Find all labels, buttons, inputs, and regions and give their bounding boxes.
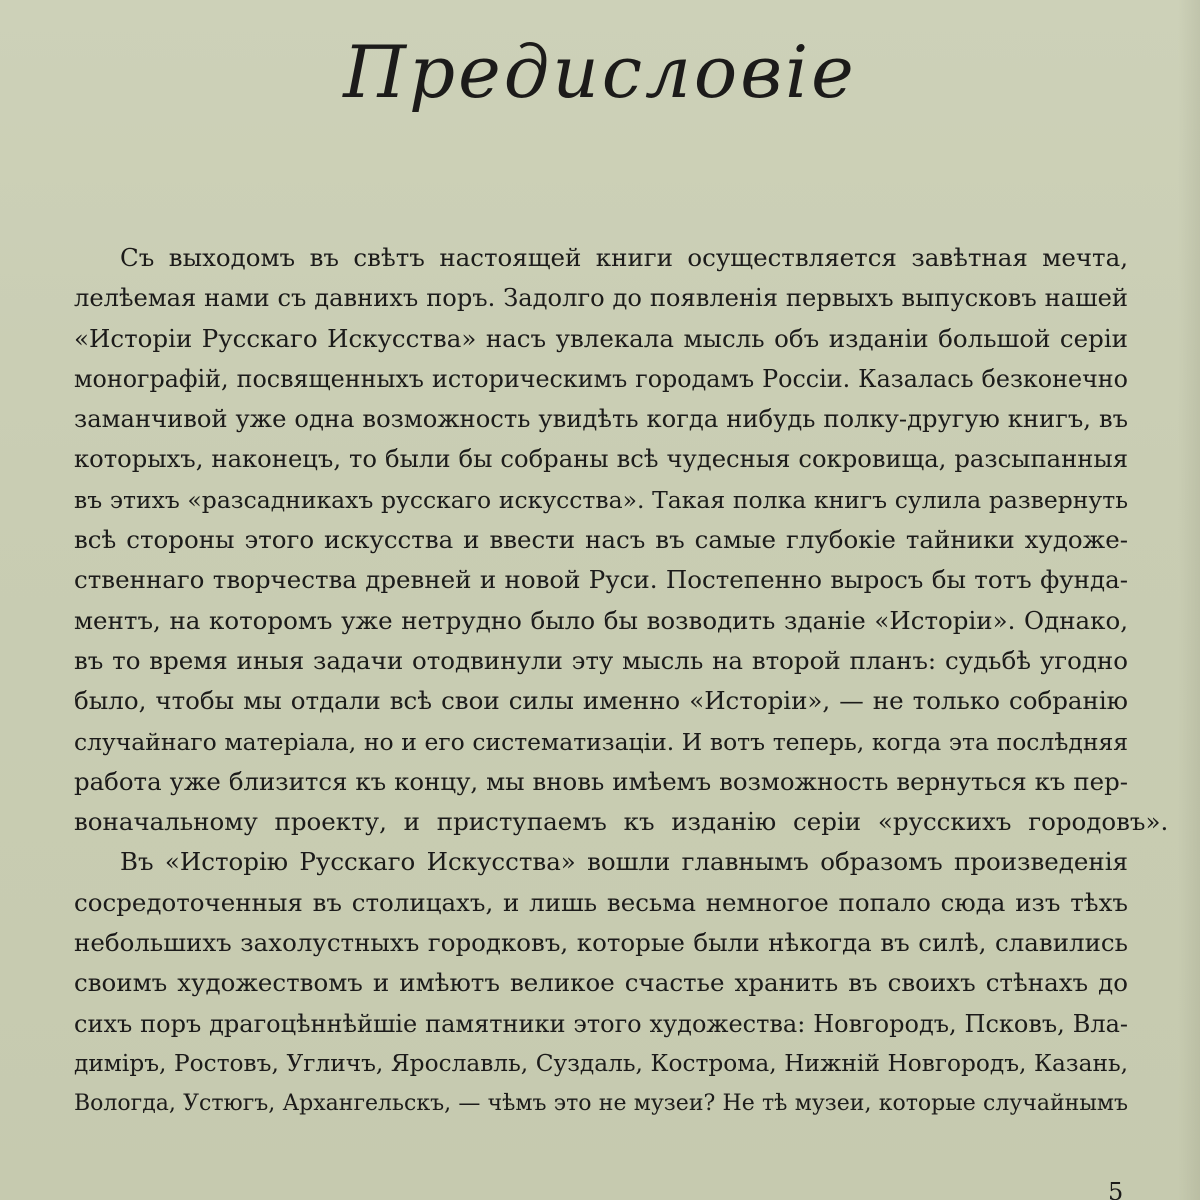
text-line: всѣ стороны этого искусства и ввести насъ въ самые глубокіе тайники художе- [74, 525, 1128, 555]
text-line: Вологда, Устюгъ, Архангельскъ, — чѣмъ это не музеи? Не тѣ музеи, которые случайнымъ [74, 1091, 1128, 1117]
text-line: было, чтобы мы отдали всѣ свои силы именно «Исторіи», — не только собранію [74, 686, 1128, 716]
text-line: въ то время иныя задачи отодвинули эту мысль на второй планъ: судьбѣ угодно [74, 645, 1128, 675]
text-line: лелѣемая нами съ давнихъ поръ. Задолго до появленія первыхъ выпусковъ нашей [74, 284, 1128, 313]
text-line: сихъ поръ драгоцѣннѣйшіе памятники этого художества: Новгородъ, Псковъ, Вла- [74, 1009, 1128, 1038]
text-line: работа уже близится къ концу, мы вновь имѣемъ возможность вернуться къ пер- [74, 766, 1128, 796]
text-line: монографій, посвященныхъ историческимъ городамъ Россіи. Казалась безконечно [74, 364, 1128, 393]
text-line: въ этихъ «разсадникахъ русскаго искусства». Такая полка книгъ сулила развернуть [74, 485, 1128, 514]
page-number: 5 [1108, 1178, 1124, 1200]
text-line: воначальному проекту, и приступаемъ къ изданію серіи «русскихъ городовъ». [74, 807, 1169, 837]
text-line: диміръ, Ростовъ, Угличъ, Ярославль, Суздаль, Кострома, Нижній Новгородъ, Казань, [74, 1049, 1128, 1077]
text-line: случайнаго матеріала, но и его систематизаціи. И вотъ теперь, когда эта послѣдняя [74, 727, 1128, 756]
text-line: ментъ, на которомъ уже нетрудно было бы возводить зданіе «Исторіи». Однако, [74, 605, 1128, 635]
text-line: «Исторіи Русскаго Искусства» насъ увлекала мысль объ изданіи большой серіи [74, 323, 1128, 353]
body-text [74, 238, 1169, 1125]
text-line: сосредоточенныя въ столицахъ, и лишь весьма немногое попало сюда изъ тѣхъ [74, 887, 1128, 917]
text-line: Съ выходомъ въ свѣтъ настоящей книги осуществляется завѣтная мечта, [120, 243, 1128, 272]
page-edge-shadow [1178, 0, 1200, 1200]
text-line: которыхъ, наконецъ, то были бы собраны всѣ чудесныя сокровища, разсыпанныя [74, 444, 1128, 474]
text-line: Въ «Исторію Русскаго Искусства» вошли главнымъ образомъ произведенія [120, 847, 1128, 877]
text-line: заманчивой уже одна возможность увидѣть когда нибудь полку-другую книгъ, въ [74, 405, 1128, 434]
page-title: Предисловіе [343, 30, 857, 114]
text-line: своимъ художествомъ и имѣютъ великое счастье хранить въ своихъ стѣнахъ до [74, 968, 1128, 998]
text-line: небольшихъ захолустныхъ городковъ, которые были нѣкогда въ силѣ, славились [74, 928, 1128, 958]
text-line: ственнаго творчества древней и новой Руси. Постепенно выросъ бы тотъ фунда- [74, 565, 1128, 595]
